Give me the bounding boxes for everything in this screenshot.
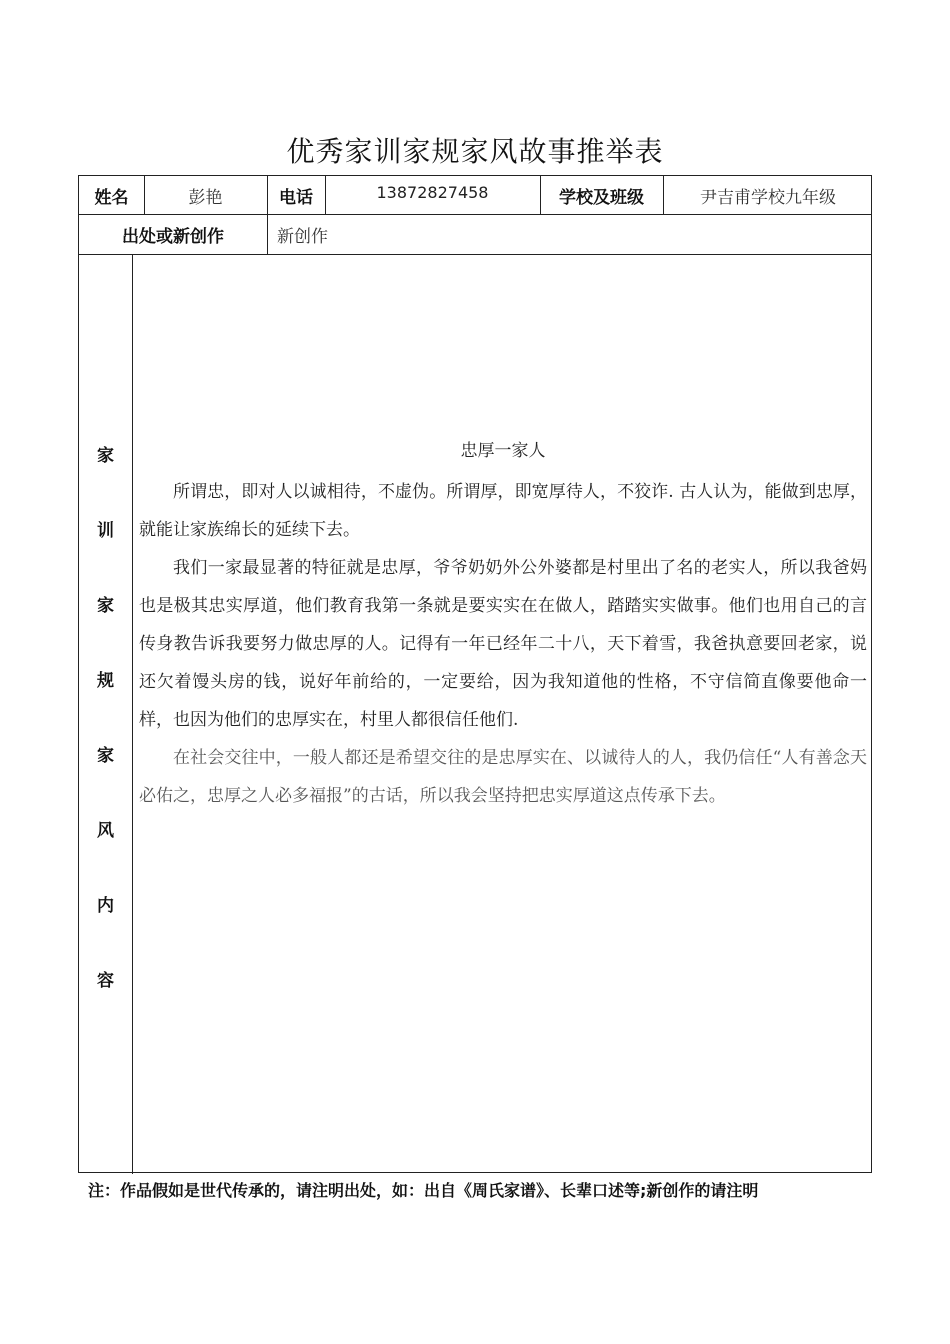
story-paragraph: 我们一家最显著的特征就是忠厚，爷爷奶奶外公外婆都是村里出了名的老实人，所以我爸妈也是极其忠实厚道，他们教育我第一条就是要实实在在做人，踏踏实实做事。他们也用自己的言传身教告诉我要努力做忠厚的人。记得有一年已经年二十八，天下着雪，我爸执意要回老家，说还欠着馒头房的钱，说好年前给的，一定要给，因为我知道他的性格，不守信简直像要他命一样，也因为他们的忠厚实在，村里人都很信任他们. (139, 558, 867, 730)
story-paragraph: 在社会交往中，一般人都还是希望交往的是忠厚实在、以诚待人的人，我仍信任“人有善念天必佑之，忠厚之人必多福报”的古话，所以我会坚持把忠实厚道这点传承下去。 (139, 748, 867, 806)
form-title: 优秀家训家规家风故事推举表 (286, 135, 664, 168)
source-value: 新创作 (277, 226, 328, 247)
content-label-char: 家 (97, 446, 114, 466)
phone-label: 电话 (279, 187, 313, 208)
source-label: 出处或新创作 (122, 226, 224, 247)
content-label-char: 家 (97, 596, 114, 616)
content-label-char: 训 (97, 521, 114, 541)
name-value: 彭艳 (188, 187, 223, 208)
school-label: 学校及班级 (559, 187, 644, 208)
phone-value: 13872827458 (376, 182, 489, 202)
content-label-char: 内 (97, 896, 114, 916)
story-paragraph: 所谓忠，即对人以诚相待，不虚伪。所谓厚，即宽厚待人，不狡诈. 古人认为，能做到忠厚，就能让家族绵长的延续下去。 (139, 482, 867, 540)
content-label-char: 家 (97, 746, 114, 766)
story-title: 忠厚一家人 (460, 441, 546, 461)
content-label-char: 风 (97, 821, 114, 841)
content-label-char: 容 (97, 971, 114, 991)
school-value: 尹吉甫学校九年级 (700, 187, 836, 208)
story-content (139, 436, 867, 815)
row-divider-2 (79, 254, 871, 255)
content-label-char: 规 (97, 671, 114, 691)
footnote: 注：作品假如是世代传承的，请注明出处，如：出自《周氏家谱》、长辈口述等;新创作的请注明 (88, 1181, 759, 1200)
name-label: 姓名 (94, 187, 129, 208)
content-col-divider (132, 254, 133, 1174)
recommendation-form-table (78, 175, 872, 1173)
